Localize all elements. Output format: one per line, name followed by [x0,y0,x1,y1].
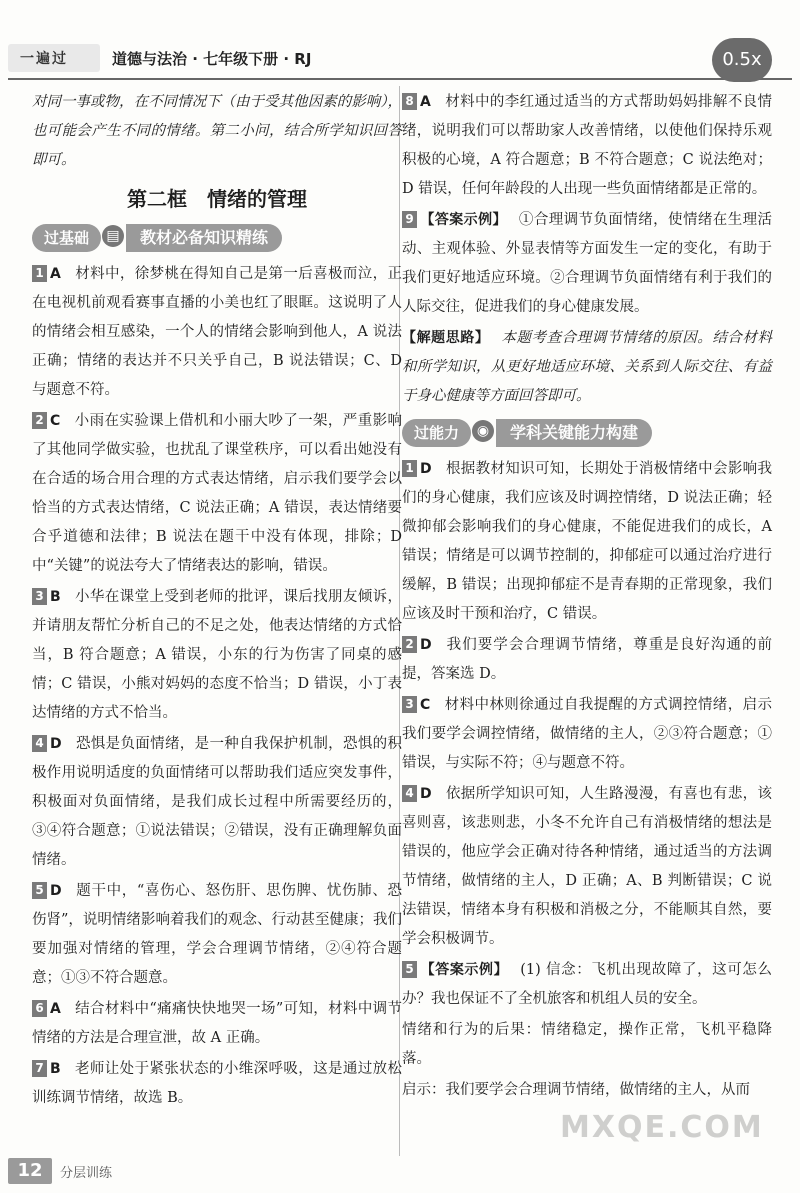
book-title: 道德与法治 · 七年级下册 · RJ [112,50,312,68]
item-number: 2 [402,636,417,653]
banner-text: 学科关键能力构建 [496,419,652,447]
item-text: (1) 信念：飞机出现故障了，这可怎么办？我也保证不了全机旅客和机组人员的安全。 [402,962,772,1007]
series-label: 分层训练 [60,1166,113,1181]
item-number: 9 [402,211,417,228]
brand-logo [8,44,100,72]
item-number: 3 [32,588,47,605]
answer-item [32,877,402,993]
zoom-indicator[interactable]: 0.5x [712,38,772,82]
item-text: 题干中，“喜伤心、怒伤肝、思伤脾、忧伤肺、恐伤肾”，说明情绪影响着我们的观念、行动甚至健康；我们要加强对情绪的管理，学会合理调节情绪，②④符合题意；①③不符合题意。 [32,883,402,986]
intro-text: 对同一事或物，在不同情况下（由于受其他因素的影响），也可能会产生不同的情绪。第二小问，结合所学知识回答即可。 [32,94,402,168]
continuation-text: 启示：我们要学会合理调节情绪，做情绪的主人，从而 [402,1082,750,1098]
answer-item [32,730,402,875]
banner-pill: 过能力 [402,419,471,447]
item-answer: D [420,461,432,477]
continuation-text: 情绪和行为的后果：情绪稳定，操作正常，飞机平稳降落。 [402,1022,772,1067]
answer-example-tag: 【答案示例】 [420,212,507,228]
answer-item [32,260,402,405]
answer-item [32,1055,402,1113]
banner-ability [402,417,772,449]
item-number: 3 [402,696,417,713]
item-answer: D [50,736,62,752]
answer-item [402,780,772,954]
answer-item [402,631,772,689]
site-watermark: MXQE.COM [560,1110,764,1145]
item-text: 根据教材知识可知，长期处于消极情绪中会影响我们的身心健康，我们应该及时调控情绪，D 说法正确；轻微抑郁会影响我们的身心健康，不能促进我们的成长，A 错误；情绪是可以调节控制的，抑郁症可以通过治疗进行缓解，B 错误；出现抑郁症不是青春期的正常现象，我们应该及时干预和治疗，C 错误。 [402,461,772,622]
item-number: 1 [402,460,417,477]
banner-text: 教材必备知识精练 [126,224,282,252]
item-answer: D [420,637,432,653]
answer-item [402,956,772,1014]
item-text: ①合理调节负面情绪，使情绪在生理活动、主观体验、外显表情等方面发生一定的变化，有助于我们更好地适应环境。②合理调节负面情绪有利于我们的人际交往，促进我们的身心健康发展。 [402,212,773,315]
answer-item [32,407,402,581]
item-text: 材料中，徐梦桃在得知自己是第一后喜极而泣，正在电视机前观看赛事直播的小美也红了眼眶。这说明了人的情绪会相互感染，一个人的情绪会影响到他人，A 说法正确；情绪的表达并不只关乎自己，B 说法错误；C、D 与题意不符。 [32,266,402,398]
item-answer: A [50,1001,61,1017]
item-text: 小华在课堂上受到老师的批评，课后找朋友倾诉，并请朋友帮忙分析自己的不足之处，他表达情绪的方式恰当，B 符合题意；A 错误，小东的行为伤害了同桌的感情；C 错误，小熊对妈妈的态度不恰当；D 错误，小丁表达情绪的方式不恰当。 [32,589,402,721]
item-text: 小雨在实验课上借机和小丽大吵了一架，严重影响了其他同学做实验，也扰乱了课堂秩序，可以看出她没有在合适的场合用合理的方式表达情绪，启示我们要学会以恰当的方式表达情绪，C 说法正确；A 错误，表达情绪要合乎道德和法律；B 说法在题干中没有体现，排除；D 中“关键”的说法夸大了情绪表达的影响，错误。 [32,413,402,574]
answer-item [402,455,772,629]
page-number: 12 [8,1158,52,1184]
item-number: 4 [32,735,47,752]
medal-icon: ◉ [472,420,494,442]
item-answer: B [50,1061,61,1077]
answer-example-tag: 【答案示例】 [420,962,509,978]
right-column [402,88,772,1107]
item-answer: A [50,266,61,282]
item-number: 5 [32,882,47,899]
item-answer: B [50,589,61,605]
item-number: 8 [402,93,417,110]
section-title: 第二框 情绪的管理 [127,187,307,211]
item-text: 依据所学知识可知，人生路漫漫，有喜也有悲，该喜则喜，该悲则悲，小冬不允许自己有消极情绪的想法是错误的，他应学会正确对待各种情绪，通过适当的方法调节情绪，做情绪的主人，D 正确；A、B 判断错误；C 说法错误，情绪本身有积极和消极之分，不能顺其自然，要学会积极调节。 [402,786,772,947]
logo-text: 一遍过 [20,51,68,67]
solution-hint [402,324,772,411]
item-text: 恐惧是负面情绪，是一种自我保护机制，恐惧的积极作用说明适度的负面情绪可以帮助我们适应突发事件，积极面对负面情绪，是我们成长过程中所需要经历的，③④符合题意；①说法错误；②错误，没有正确理解负面情绪。 [32,736,402,868]
answer-item [402,88,772,204]
item-text: 我们要学会合理调节情绪，尊重是良好沟通的前提，答案选 D。 [402,637,772,682]
item-number: 1 [32,265,47,282]
item-text: 材料中林则徐通过自我提醒的方式调控情绪，启示我们要学会调控情绪，做情绪的主人，②③符合题意；①错误，与实际不符；④与题意不符。 [402,697,772,771]
item-answer: C [420,697,431,713]
hint-tag: 【解题思路】 [402,330,490,346]
item-number: 2 [32,412,47,429]
banner-basics [32,222,402,254]
item-number: 5 [402,961,417,978]
page-header [0,0,800,86]
item-text: 材料中的李红通过适当的方式帮助妈妈排解不良情绪，说明我们可以帮助家人改善情绪，以使他们保持乐观积极的心境，A 符合题意；B 不符合题意；C 说法绝对；D 错误，任何年龄段的人出现一些负面情绪都是正常的。 [402,94,772,197]
item-text: 老师让处于紧张状态的小维深呼吸，这是通过放松训练调节情绪，故选 B。 [32,1061,402,1106]
item-number: 6 [32,1000,47,1017]
item-text: 结合材料中“痛痛快快地哭一场”可知，材料中调节情绪的方法是合理宣泄，故 A 正确。 [32,1001,402,1046]
item-number: 7 [32,1060,47,1077]
page-footer [8,1158,792,1188]
answer-item [32,583,402,728]
item-number: 4 [402,785,417,802]
answer-item [402,206,772,322]
book-icon: ▤ [102,225,124,247]
item-answer: D [50,883,62,899]
answer-item [402,691,772,778]
item-answer: D [420,786,432,802]
left-column [32,88,402,1115]
item-answer: C [50,413,61,429]
banner-pill: 过基础 [32,224,101,252]
hint-text: 本题考查合理调节情绪的原因。结合材料和所学知识，从更好地适应环境、关系到人际交往、有益于身心健康等方面回答即可。 [402,330,773,404]
header-rule [8,78,792,80]
item-answer: A [420,94,431,110]
answer-item [32,995,402,1053]
